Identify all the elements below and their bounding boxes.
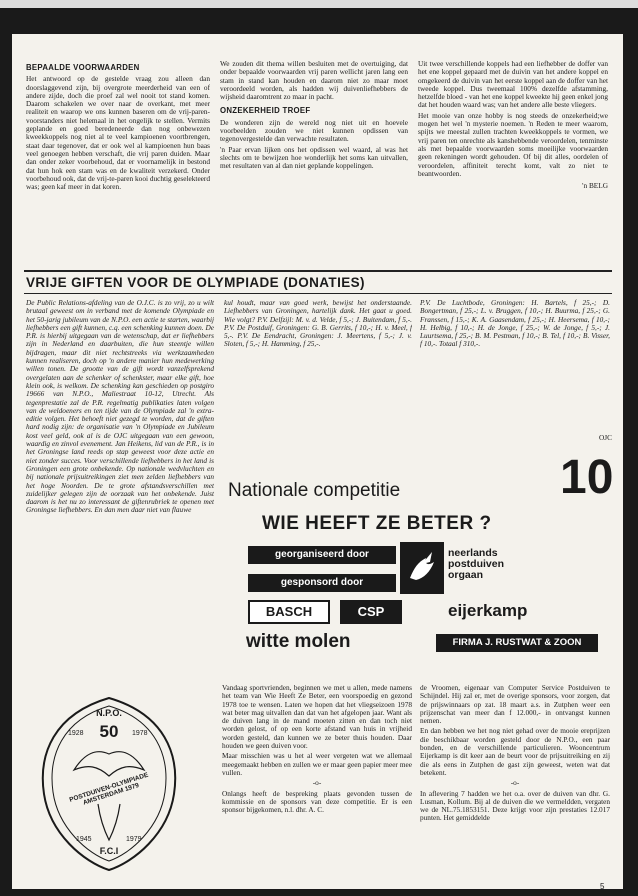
sponsor-csp: CSP (340, 600, 402, 624)
olympiade-seal (34, 694, 184, 874)
donations-col-1 (26, 299, 214, 691)
seal-bottom-right: 1979 (126, 836, 142, 843)
section-divider: -o- (510, 778, 520, 788)
seal-bottom-left: 1945 (76, 836, 92, 843)
ad-title: Nationale competitie (228, 480, 401, 501)
article-text: We zouden dit thema willen besluiten met de overtuiging, dat onder bepaalde voorwaarden vrij paren wellicht jaren lang een stam in stand kan houden en daarom niet zo maar moet veroordeeld worden, als hadden wij duivenliefhebbers de wijsheid daaromtrent zo maar in pacht. (220, 60, 408, 102)
article-text: De wonderen zijn de wereld nog niet uit en hoevele voorbeelden zouden we niet kunnen opdissen van tegenovergestelde dan verwachte resultaten. (220, 117, 408, 144)
article-text: Onlangs heeft de bespreking plaats gevonden tussen de kommissie en de sponsors van deze competitie. Er is een sponsor bijgekomen, n.l. dhr. A. C. (222, 788, 412, 815)
article-text: Maar misschien was u het al weer vergeten wat we allemaal meegemaakt hebben en zullen we er maar geen papier meer mee vullen. (222, 751, 412, 777)
divider-rule (24, 270, 612, 272)
article-text: Uit twee verschillende koppels had een liefhebber de doffer van het ene koppel gepaard met de duivin van het andere koppel en omgekeerd de duivin van het eerste koppel aan de doffer van het tweede koppel. Dus tweemaal 100% dezelfde afstamming, hetzelfde bloed - van het ene koppel kweekte hij geen enkel jong dat het houden waard was; van het andere alle beste vliegers. (418, 60, 608, 110)
seal-top: N.P.O. (96, 708, 122, 718)
donations-text: kul houdt, maar van goed werk, bewijst het onderstaande. Liefhebbers van Groningen, hartelijk dank. Het gaat u goed. Wie volgt? P.V. Delfzijl: M. v. d. Velde, f 5,-; J. Buitendam, f 5,-. P.V. De Postduif, Groningen: G. B. Gerrits, f 10,-; H. v. Meel, f 5,-. P.V. De Eendracht, Groningen: J. Meertens, f 5,-; J. v. Sloten, f 5,-; H. Hamming, f 25,-. (224, 299, 412, 349)
sponsor-basch: BASCH (248, 600, 330, 624)
sponsor-rustwat: FIRMA J. RUSTWAT & ZOON (436, 634, 598, 652)
donations-col-2 (224, 299, 412, 429)
seal-number: 50 (99, 722, 119, 741)
magazine-page (12, 34, 623, 889)
article-col-2 (220, 60, 408, 265)
section-divider: -o- (312, 778, 322, 788)
sponsor-witte-molen: witte molen (246, 631, 351, 652)
article-text: Het antwoord op de gestelde vraag zou alleen dan doorslaggevend zijn, bij overgrote meerderheid van een of andere zijde, doch die proef zal wel nooit tot stand komen. Daarom schakelen we over naar de overkant, met meer realiteit en waarop we ons kunnen baseren om de vrij-paren-voorstanders niet helemaal in het ongelijk te stellen. Vermits geplande en goed beredeneerde dan nog onbewezen kweekkoppels nog niet al te veel kampioenen voortbrengen, staat daar tegenover, dat er ook wel al kampioenen hun baas veel genoegen hebben verschaft, die vrij paren duiden. Maar dan onder zeker voorbehoud, dat er voornamelijk in bestond dat hun hok een stam was en de kwaliteit verzekerd. Onder voorbehoud ook, dat de vrij-te-paren kooi duchtig geselekteerd was; geen kaf meer in dat koren. (26, 74, 210, 192)
organised-by-band: georganiseerd door (248, 546, 396, 564)
article-text: In aflevering 7 hadden we het o.a. over de duiven van dhr. G. Lusman, Kollum. Bij al de duiven die we vermeldden, vergaten we de NL.75.1853151. Deze krijgt voor zijn prestaties 12.017 punten. Het gemiddelde (420, 788, 610, 823)
competition-ad (224, 451, 614, 676)
donations-col-3 (420, 299, 610, 409)
seal-bottom: F.C.I (99, 846, 119, 856)
donations-header: VRIJE GIFTEN VOOR DE OLYMPIADE (DONATIES) (26, 275, 365, 290)
article-text: Het mooie van onze hobby is nog steeds de onzekerheid;we mogen het wel 'n mysterie noemen. 'n Reden te meer waarom, spijts we meestal zullen trachten kweekkoppels te vormen, we vrij paren ten onrechte als kanshebbende veroordelen, tenminste als met bepaalde voorwaarden soms moeilijke voorwaarden geen rekeningen wordt gehouden. Of bij dit alles, oordelen of veroordelen, affiniteit terecht komt, valt zo niet te beantwoorden. (418, 110, 608, 178)
bottom-col-3 (420, 684, 610, 884)
donations-text: P.V. De Luchtbode, Groningen: H. Bartels, f 25,-; D. Bongertman, f 25,-; L. v. Bruggen, f 10,-; H. Buurma, f 25,-; G. Franssen, f 15,-; K. A. Gaasendam, f 25,-; H. Heersema, f 10,-; H. Helbig, f 10,-; H. de Jonge, f 25,-; W. de Jonge, f 5,-; J. Luurtsema, f 25,-; B. M. Pestman, f 10,-; B. Tel, f 10,-; B. Visser, f 10,-. Totaal f 310,-. (420, 299, 610, 349)
sponsor-eijerkamp: eijerkamp (448, 601, 528, 620)
heading-bepaalde-voorwaarden: BEPAALDE VOORWAARDEN (26, 64, 140, 72)
page-top-strip (0, 0, 638, 8)
sponsored-by-band: gesponsord door (248, 574, 396, 592)
ad-subtitle: WIE HEEFT ZE BETER ? (262, 513, 492, 534)
dove-logo (400, 542, 444, 594)
dove-icon (402, 544, 442, 592)
donations-signature: OJC (599, 434, 612, 442)
seal-year-right: 1978 (132, 730, 148, 737)
article-text: 'n Paar ervan lijken ons het opdissen wel waard, al was het slechts om te bewijzen hoe wonderlijk het soms kan uitvallen, met resultaten van al dan niet geplande koppelingen. (220, 144, 408, 171)
article-text: de Vroomen, eigenaar van Computer Service Postduiven te Schijndel. Hij zal er, met de overige sponsors, voor zorgen, dat de prijswinnaars op zat. 18 maart a.s. in Zutphen weer een prijzenschat van meer dan f 12.000,- in ontvangst kunnen nemen. (420, 684, 610, 726)
seal-year-left: 1928 (68, 730, 84, 737)
article-col-3 (418, 60, 608, 270)
divider-rule (24, 293, 612, 294)
ad-number: 10 (560, 451, 614, 504)
article-col-1 (26, 64, 210, 264)
bottom-col-2 (222, 684, 412, 884)
donations-text: De Public Relations-afdeling van de O.J.C. is zo vrij, zo u wilt brutaal geweest om in verband met de komende Olympiade en het 50-jarig jubileum van de N.P.O. een actie te starten, waarbij liefhebbers een gift kunnen, c.q. een schenking kunnen doen. De P.R. is hierbij uitgegaan van de wetenschap, dat er liefhebbers zijn in Nederland en daarbuiten, die hun steentje willen bijdragen, maar dit niet rechtstreeks via werkzaamheden kunnen realiseren, doch op 'n andere manier hun medewerking willen tonen. De grootte van de gift wordt vanzelfsprekend overgelaten aan de schenker of schenkster, maar elke gift, hoe klein ook, is welkom. De schenking kan geschieden op postgiro 19666 van N.P.O., Maliestraat 10-12, Utrecht. Als tegenprestatie zal de P.R. regelmatig publikaties laten volgen van de weldoeners en ten tijde van de Olympiade zal 'n extra-editie volgen. Het behoeft niet gezegd te worden, dat de giften hard nodig zijn: de organisatie van 'n Olympiade en Jubileum kost veel geld, ook al is de OJC uitgegaan van een gewoon, waardig en zinvol evenement. Jan Heikens, lid van de P.R., is in het Groningse land reeds op stap geweest voor deze actie en niet zonder succes. Voor verschillende liefhebbers in het land is Groningen een grote onbekende. Op nationale wedvluchten en bij nationale prijsuitreikingen ziet men zelden liefhebbers van het hoge Noorden. De te grote afstandsverschillen met zuidelijker gelegen zijn de oorzaak van het onbekende. Juist daarom is het nu zo interessant de giftenrubriek te openen met Groningse liefhebbers. En dan men daar niet van flauwe (26, 299, 214, 515)
heading-onzekerheid-troef: ONZEKERHEID TROEF (220, 106, 311, 116)
page-number: 5 (600, 882, 605, 889)
author-signature: 'n BELG (582, 181, 608, 191)
seal-ring-text: POSTDUIVEN-OLYMPIADE AMSTERDAM 1979 (68, 771, 150, 807)
article-text: En dan hebben we het nog niet gehad over de mooie ereprijzen die beschikbaar worden gesteld door de N.P.O., een paar bonden, en de verschillende particulieren. Wooncentrum Eijerkamp is dit keer aan de beurt voor de prijsuitreiking en zij die als eens in Zutphen de gast zijn geweest, weten wat dat betekent. (420, 726, 610, 777)
article-text: Vandaag sportvrienden, beginnen we met u allen, mede namens het team van Wie Heeft Ze Beter, een voorspoedig en gezond 1978 toe te wensen. Laten we hopen dat het vliegseizoen 1978 wat beter mag uitvallen dan dat van het afgelopen jaar. Want als de duiven lang in de mand moeten zitten en dan toch niet worden gelost, of op een korte afstand van huis in vrijheid worden gesteld, dan kunnen we ze beter thuis houden. Daar houden we geen duiven voor. (222, 684, 412, 751)
org-name: neerlands postduiven orgaan (448, 547, 505, 581)
